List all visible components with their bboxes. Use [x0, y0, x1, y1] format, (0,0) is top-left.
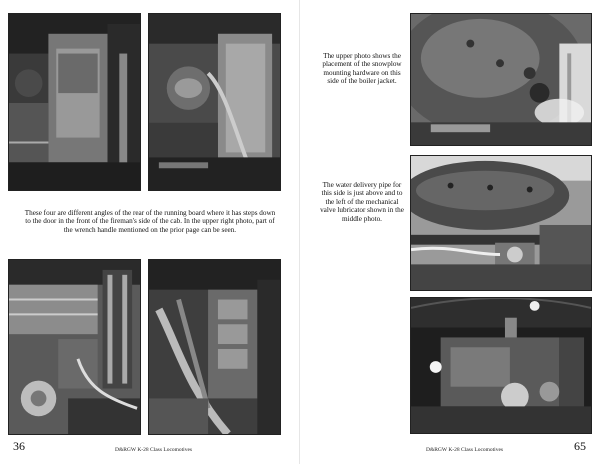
photo-running-board-rear-2 [148, 13, 281, 191]
left-footer-title: D&RGW K-28 Class Locomotives [115, 447, 193, 453]
photo-mechanical-valve-lubricator [410, 297, 592, 434]
photo-running-board-rear-1 [8, 13, 141, 191]
photo-running-board-rear-3 [8, 259, 141, 435]
right-footer-title: D&RGW K-28 Class Locomotives [426, 447, 504, 453]
right-caption-top: The upper photo shows the placement of the snowplow mounting hardware on this side of the boiler jacket. [322, 52, 402, 86]
right-caption-middle: The water delivery pipe for this side is just above and to the left of the mechanical valve lubricator shown in the middle photo. [320, 181, 404, 223]
photo-running-board-rear-4 [148, 259, 281, 435]
photo-water-delivery-pipe [410, 155, 592, 291]
right-page-number: 65 [574, 439, 586, 453]
left-page-number: 36 [13, 439, 25, 453]
left-caption: These four are different angles of the rear of the running board where it has steps down to the door in the front of the fireman's side of the cab. In the upper right photo, part of the wrench handle mentioned on the prior page can be seen. [24, 209, 276, 234]
photo-snowplow-mounting-hardware [410, 13, 592, 146]
right-page [300, 0, 600, 464]
